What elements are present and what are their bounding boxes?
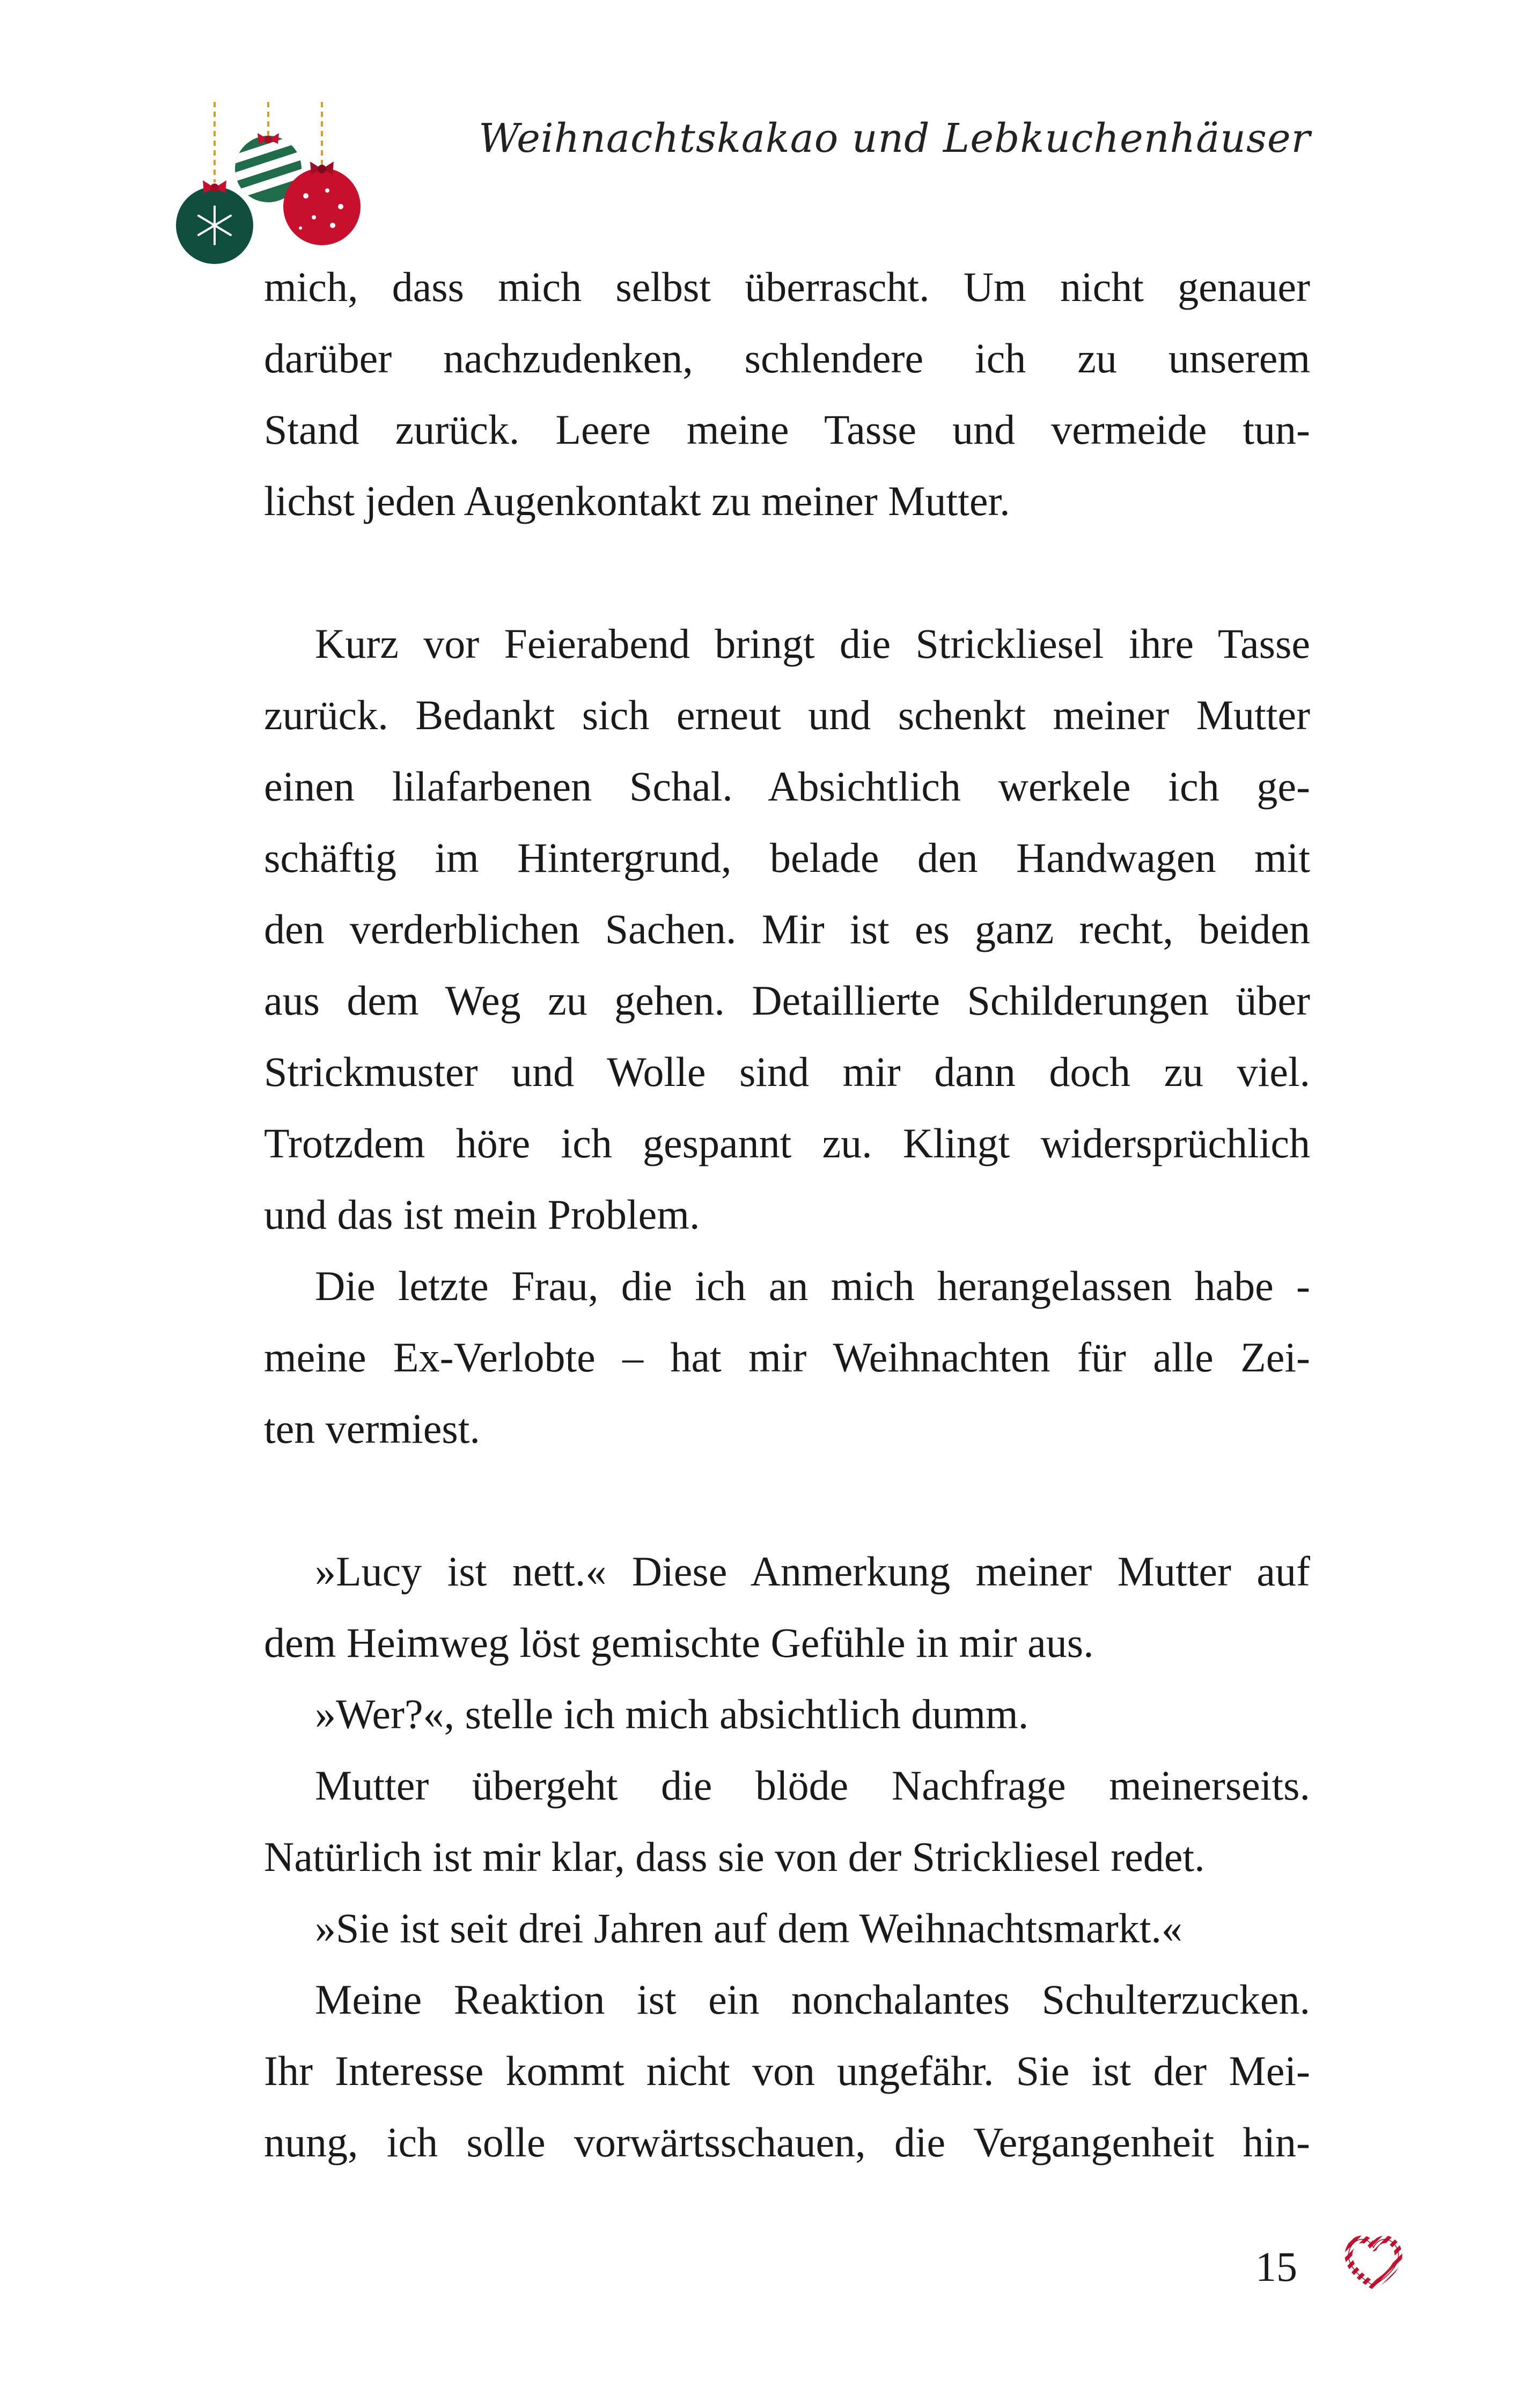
running-header-title: Weihnachtskakao und Lebkuchenhäuser xyxy=(479,115,1311,161)
text-line: mich, dass mich selbst überrascht. Um nicht genauer xyxy=(264,263,1310,310)
text-line: Kurz vor Feierabend bringt die Strickliesel ihre Tasse xyxy=(315,620,1310,667)
text-line: ten vermiest. xyxy=(264,1405,480,1452)
text-line: »Sie ist seit drei Jahren auf dem Weihnachtsmarkt.« xyxy=(315,1905,1182,1951)
page-number: 15 xyxy=(1255,2243,1297,2290)
text-line: Meine Reaktion ist ein nonchalantes Schulterzucken. xyxy=(315,1976,1310,2023)
text-line: zurück. Bedankt sich erneut und schenkt meiner Mutter xyxy=(264,692,1310,738)
text-line: Trotzdem höre ich gespannt zu. Klingt widersprüchlich xyxy=(264,1120,1310,1166)
body-text xyxy=(264,251,1310,2178)
christmas-baubles-icon xyxy=(161,102,386,274)
text-line: lichst jeden Augenkontakt zu meiner Mutter. xyxy=(264,478,1010,524)
text-line: Natürlich ist mir klar, dass sie von der Strickliesel redet. xyxy=(264,1833,1205,1880)
text-line: »Lucy ist nett.« Diese Anmerkung meiner Mutter auf xyxy=(315,1548,1310,1595)
text-line: meine Ex-Verlobte – hat mir Weihnachten für alle Zei- xyxy=(264,1334,1310,1381)
text-line: den verderblichen Sachen. Mir ist es ganz recht, beiden xyxy=(264,906,1310,952)
text-line: Ihr Interesse kommt nicht von ungefähr. Sie ist der Mei- xyxy=(264,2047,1310,2094)
text-line: nung, ich solle vorwärtsschauen, die Vergangenheit hin- xyxy=(264,2119,1310,2165)
text-line: Mutter übergeht die blöde Nachfrage meinerseits. xyxy=(315,1762,1310,1809)
text-line: und das ist mein Problem. xyxy=(264,1191,700,1238)
text-line: darüber nachzudenken, schlendere ich zu unserem xyxy=(264,335,1310,381)
text-line: schäftig im Hintergrund, belade den Handwagen mit xyxy=(264,834,1310,881)
text-line: Die letzte Frau, die ich an mich herangelassen habe - xyxy=(315,1262,1310,1309)
text-line: einen lilafarbenen Schal. Absichtlich werkele ich ge- xyxy=(264,763,1310,810)
candy-cane-heart-icon xyxy=(1341,2229,1406,2294)
text-line: Strickmuster und Wolle sind mir dann doch zu viel. xyxy=(264,1048,1310,1095)
text-line: Stand zurück. Leere meine Tasse und vermeide tun- xyxy=(264,406,1310,453)
text-line: dem Heimweg löst gemischte Gefühle in mir aus. xyxy=(264,1619,1094,1666)
text-line: »Wer?«, stelle ich mich absichtlich dumm. xyxy=(315,1691,1029,1737)
text-line: aus dem Weg zu gehen. Detaillierte Schilderungen über xyxy=(264,977,1310,1024)
